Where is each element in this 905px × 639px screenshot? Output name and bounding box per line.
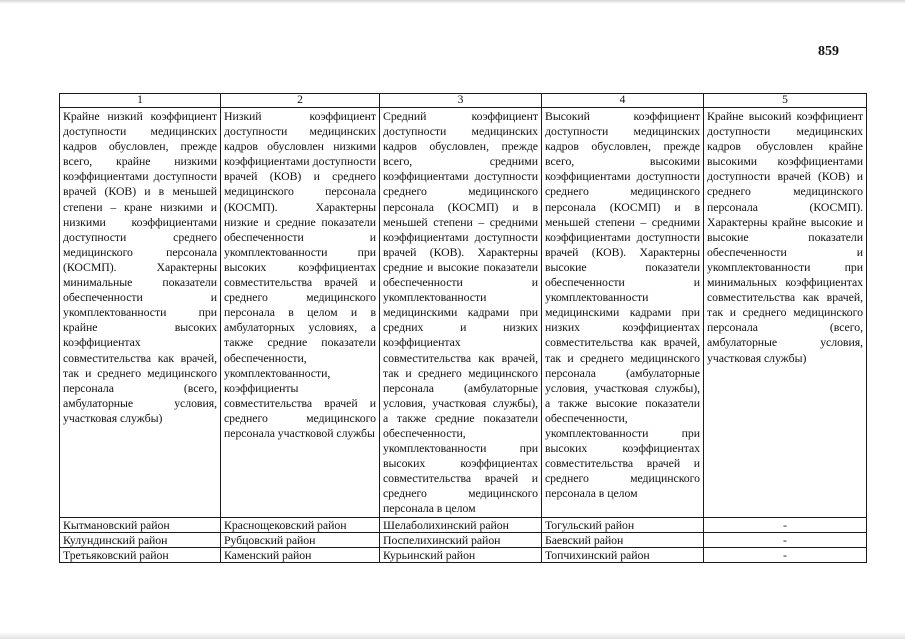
- description-cell: Низкий коэффициент доступности медицинских кадров обусловлен низкими коэффициентами доступности врачей (КОВ) и среднего медицинского персонала (КОСМП). Характерны низкие и средние показатели обеспеченности и укомплектованности при высоких коэффициентах совместительства врачей и среднего медицинского персонала в целом и в амбулаторных условиях, а также средние показатели обеспеченности, укомплектованности, коэффициенты совместительства врачей и среднего медицинского персонала участковой службы: [221, 108, 380, 518]
- region-cell: Рубцовский район: [221, 532, 380, 547]
- column-number: 4: [542, 94, 704, 108]
- description-cell: Высокий коэффициент доступности медицинских кадров обусловлен, прежде всего, высокими коэффициентами доступности среднего медицинского персонала (КОСМП) и в меньшей степени – средними коэффициентами доступности врачей (КОВ). Характерны высокие показатели обеспеченности и укомплектованности медицинскими кадрами при низких коэффициентах совместительства как врачей, так и среднего медицинского персонала (амбулаторные условия, участковая службы), а также высокие показатели обеспеченности, укомплектованности при высоких коэффициентах совместительства врачей и среднего медицинского персонала в целом: [542, 108, 704, 518]
- page-number: 859: [818, 44, 839, 59]
- description-cell: Средний коэффициент доступности медицинских кадров обусловлен, прежде всего, средними коэффициентами доступности среднего медицинского персонала (КОСМП) и в меньшей степени – средними коэффициентами доступности врачей (КОВ). Характерны средние и высокие показатели обеспеченности и укомплектованности медицинскими кадрами при средних и низких коэффициентах совместительства как врачей, так и среднего медицинского персонала (амбулаторные условия, участковая службы), а также средние показатели обеспеченности, укомплектованности при высоких коэффициентах совместительства врачей и среднего медицинского персонала в целом: [380, 108, 542, 518]
- empty-dash-cell: -: [704, 517, 867, 532]
- region-row: [60, 532, 867, 547]
- region-cell: Тогульский район: [542, 517, 704, 532]
- column-number: 1: [60, 94, 221, 108]
- region-cell: Баевский район: [542, 532, 704, 547]
- classification-table: [59, 93, 867, 563]
- region-cell: Третьяковский район: [60, 547, 221, 562]
- empty-dash-cell: -: [704, 532, 867, 547]
- region-cell: Краснощековский район: [221, 517, 380, 532]
- region-cell: Курьинский район: [380, 547, 542, 562]
- region-cell: Кытмановский район: [60, 517, 221, 532]
- region-cell: Поспелихинский район: [380, 532, 542, 547]
- column-number: 5: [704, 94, 867, 108]
- region-cell: Топчихинский район: [542, 547, 704, 562]
- region-row: [60, 547, 867, 562]
- empty-dash-cell: -: [704, 547, 867, 562]
- region-cell: Кулундинский район: [60, 532, 221, 547]
- column-number: 3: [380, 94, 542, 108]
- region-cell: Шелаболихинский район: [380, 517, 542, 532]
- description-cell: Крайне низкий коэффициент доступности медицинских кадров обусловлен, прежде всего, крайне низкими коэффициентами доступности врачей (КОВ) и в меньшей степени – кране низкими и низкими коэффициентами доступности среднего медицинского персонала (КОСМП). Характерны минимальные показатели обеспеченности и укомплектованности при крайне высоких коэффициентах совместительства как врачей, так и среднего медицинского персонала (всего, амбулаторные условия, участковая службы): [60, 108, 221, 518]
- scan-edge-top: [0, 0, 905, 4]
- column-number-row: [60, 94, 867, 108]
- description-row: [60, 108, 867, 518]
- column-number: 2: [221, 94, 380, 108]
- description-cell: Крайне высокий коэффициент доступности медицинских кадров обусловлен крайне высокими коэффициентами доступности врачей (КОВ) и среднего медицинского персонала (КОСМП). Характерны крайне высокие и высокие показатели обеспеченности и укомплектованности при минимальных коэффициентах совместительства как врачей, так и среднего медицинского персонала (всего, амбулаторные условия, участковая службы): [704, 108, 867, 518]
- region-row: [60, 517, 867, 532]
- region-cell: Каменский район: [221, 547, 380, 562]
- scan-edge-bottom: [0, 632, 905, 639]
